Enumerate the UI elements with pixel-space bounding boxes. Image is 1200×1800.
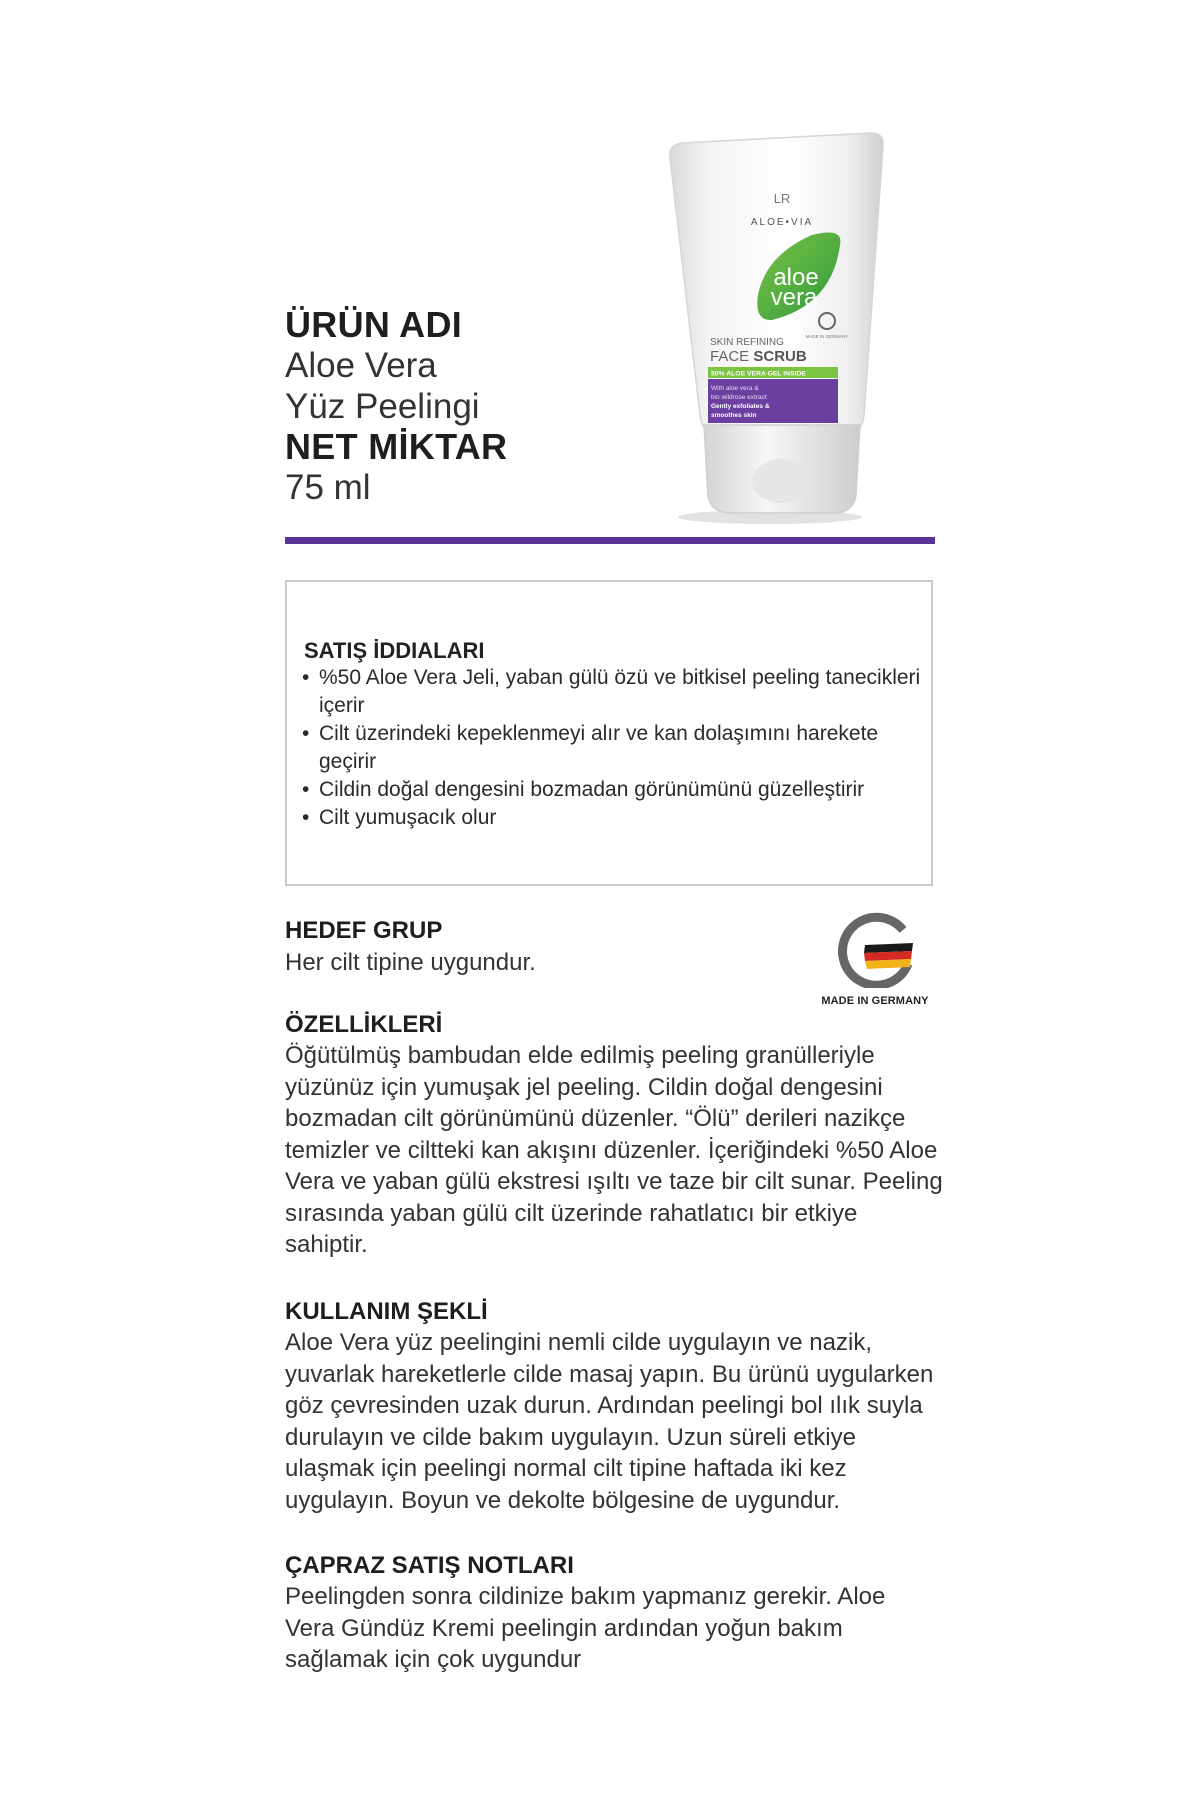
sales-claims-box — [285, 580, 933, 886]
sales-claims-title: SATIŞ İDDIALARI — [304, 638, 485, 663]
claim-item: • Cildin doğal dengesini bozmadan görünümünü güzelleştirir — [301, 776, 921, 804]
claim-item: • Cilt yumuşacık olur — [301, 804, 921, 832]
usage-body: Aloe Vera yüz peelingini nemli cilde uygulayın ve nazik, yuvarlak hareketlerle cilde masaj yapın. Bu ürünü uygularken göz çevresinden uzak durun. Ardından peelingi bol ılık suyla durulayın ve cilde bakım uygulayın. Uzun süreli etkiye ulaşmak için peelingi normal cilt tipine haftada iki kez uygulayın. Boyun ve dekolte bölgesine de uygundur. — [285, 1329, 934, 1514]
features-body: Öğütülmüş bambudan elde edilmiş peeling granülleriyle yüzünüz için yumuşak jel peeling. Cildin doğal dengesini bozmadan cilt görünümünü düzenler. “Ölü” derileri nazikçe temizler ve ciltteki kan akışını düzenler. İçeriğindeki %50 Aloe Vera ve yaban gülü ekstresi ışıltı ve taze bir cilt sunar. Peeling sırasında yaban gülü cilt üzerinde rahatlatıcı bir etkiye sahiptir. — [285, 1042, 943, 1258]
cross-sell-body: Peelingden sonra cildinize bakım yapmanız gerekir. Aloe Vera Gündüz Kremi peelingin ardından yoğun bakım sağlamak için çok uygundur — [285, 1583, 886, 1673]
features-title: ÖZELLİKLERİ — [285, 1011, 443, 1038]
tube-desc-2: bio wildrose extract — [711, 394, 767, 401]
net-quantity-value: 75 ml — [285, 468, 371, 507]
made-in-germany-caption: MADE IN GERMANY — [821, 995, 929, 1007]
tube-desc-3: Gently exfoliates & — [711, 403, 770, 410]
cross-sell-title: ÇAPRAZ SATIŞ NOTLARI — [285, 1552, 574, 1579]
target-group-body: Her cilt tipine uygundur. — [285, 949, 536, 976]
tube-made-in-text: MADE IN GERMANY — [805, 334, 849, 339]
made-in-germany-badge — [820, 906, 930, 1007]
product-name-line-1: Aloe Vera — [285, 346, 437, 385]
tube-brand-text: LR — [773, 191, 791, 206]
claim-item: • Cilt üzerindeki kepeklenmeyi alır ve kan dolaşımını harekete geçirir — [301, 720, 921, 776]
sales-claims-list — [301, 664, 921, 832]
tube-desc-1: With aloe vera & — [711, 385, 759, 392]
product-name-line-2: Yüz Peelingi — [285, 387, 480, 426]
product-name-heading: ÜRÜN ADI — [285, 304, 463, 345]
target-group-title: HEDEF GRUP — [285, 917, 443, 944]
tube-desc-4: smoothes skin — [711, 412, 757, 419]
usage-title: KULLANIM ŞEKLİ — [285, 1298, 488, 1325]
purple-divider — [285, 537, 935, 544]
product-tube-image — [662, 125, 892, 530]
net-quantity-heading: NET MİKTAR — [285, 426, 508, 467]
leaf-text-vera: vera — [770, 284, 818, 311]
claim-item: • %50 Aloe Vera Jeli, yaban gülü özü ve bitkisel peeling tanecikleri içerir — [301, 664, 921, 720]
tube-line-text: ALOE•VIA — [750, 217, 814, 228]
tube-strip-text: 50% ALOE VERA GEL INSIDE — [711, 370, 806, 378]
tube-subtitle-text: SKIN REFINING — [710, 337, 784, 348]
leaf-text-aloe: aloe — [773, 264, 819, 291]
product-header — [285, 305, 665, 508]
germany-g-logo-icon — [820, 906, 930, 988]
tube-title-text: FACE SCRUB — [710, 348, 807, 365]
cap-recess — [752, 459, 812, 503]
